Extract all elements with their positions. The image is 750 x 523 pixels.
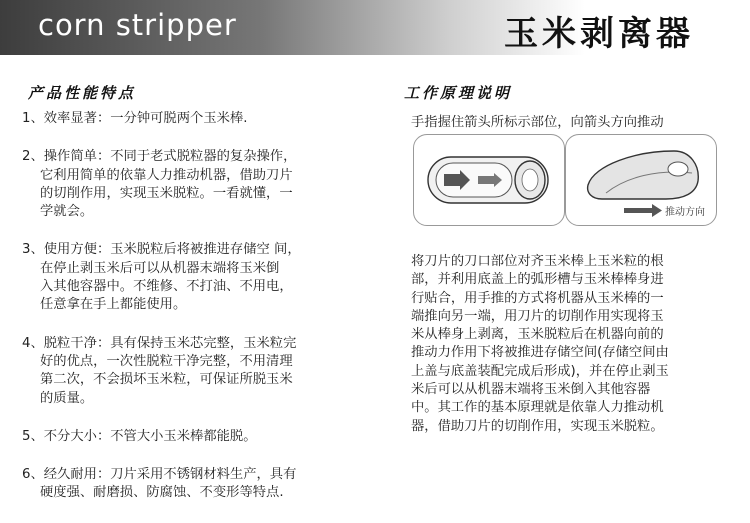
header-banner [0,0,750,55]
feature-line: 的质量。 [40,390,94,406]
push-direction-label: 推动方向 [665,207,705,218]
side-view-illustration [566,135,716,225]
header-title-en: corn stripper [38,8,237,42]
description-line: 行贴合，用手推的方式将机器从玉米棒的一 [411,290,664,306]
principle-section-title: 工作原理说明 [404,84,513,102]
feature-line: 学就会。 [40,204,94,220]
feature-line: 它利用简单的依靠人力推动机器，借助刀片 [40,167,293,183]
feature-item [22,241,352,314]
feature-line: 的切削作用，实现玉米脱粒。一看就懂，一 [40,185,293,201]
feature-item [22,335,352,408]
feature-line: 任意拿在手上都能使用。 [40,297,187,313]
description-line: 端推向另一端，用刀片的切削作用实现将玉 [411,308,664,324]
principle-intro: 手指握住箭头所标示部位，向箭头方向推动 [411,115,664,130]
feature-line: 2、操作简单：不同于老式脱粒器的复杂操作， [22,149,297,165]
feature-line: 好的优点，一次性脱粒干净完整，不用清理 [40,353,293,369]
feature-item [22,110,352,128]
description-line: 米后可以从机器末端将玉米倒入其他容器 [411,382,651,398]
feature-line: 1、效率显著：一分钟可脱两个玉米棒. [22,111,248,126]
feature-item [22,466,352,503]
description-line: 将刀片的刀口部位对齐玉米棒上玉米粒的根 [411,254,664,269]
feature-line: 5、不分大小：不管大小玉米棒都能脱。 [22,428,257,444]
feature-line: 硬度强、耐磨损、防腐蚀、不变形等特点. [40,485,284,501]
feature-line: 6、经久耐用：刀片采用不锈钢材料生产，具有 [22,467,297,483]
principle-description [411,253,721,436]
top-view-illustration [414,135,564,225]
feature-line: 第二次，不会损坏玉米粒，可保证所脱玉米 [40,372,293,388]
feature-line: 入其他容器中。不维修、不打油、不用电， [40,279,293,295]
feature-item [22,148,352,221]
description-line: 中。其工作的基本原理就是依靠人力推动机 [411,400,664,416]
feature-line: 3、使用方便：玉米脱粒后将被推进存储空 间， [22,242,301,258]
side-view-diagram [565,134,717,226]
feature-item [22,428,352,446]
description-line: 推动力作用下将被推进存储空间(存储空间由 [411,345,669,361]
header-title-cn: 玉米剥离器 [504,14,694,54]
feature-line: 在停止剥玉米后可以从机器末端将玉米倒 [40,260,280,276]
description-line: 米从棒身上剥离，玉米脱粒后在机器向前的 [411,327,664,343]
feature-line: 4、脱粒干净：具有保持玉米芯完整，玉米粒完 [22,335,297,351]
features-section-title: 产品性能特点 [28,84,137,102]
description-line: 部，并利用底盖上的弧形槽与玉米棒棒身进 [411,272,664,288]
description-line: 上盖与底盖装配完成后形成)，并在停止剥玉 [411,363,669,379]
features-list [22,110,352,523]
top-view-diagram [413,134,565,226]
description-line: 器，借助刀片的切削作用，实现玉米脱粒。 [411,418,664,434]
